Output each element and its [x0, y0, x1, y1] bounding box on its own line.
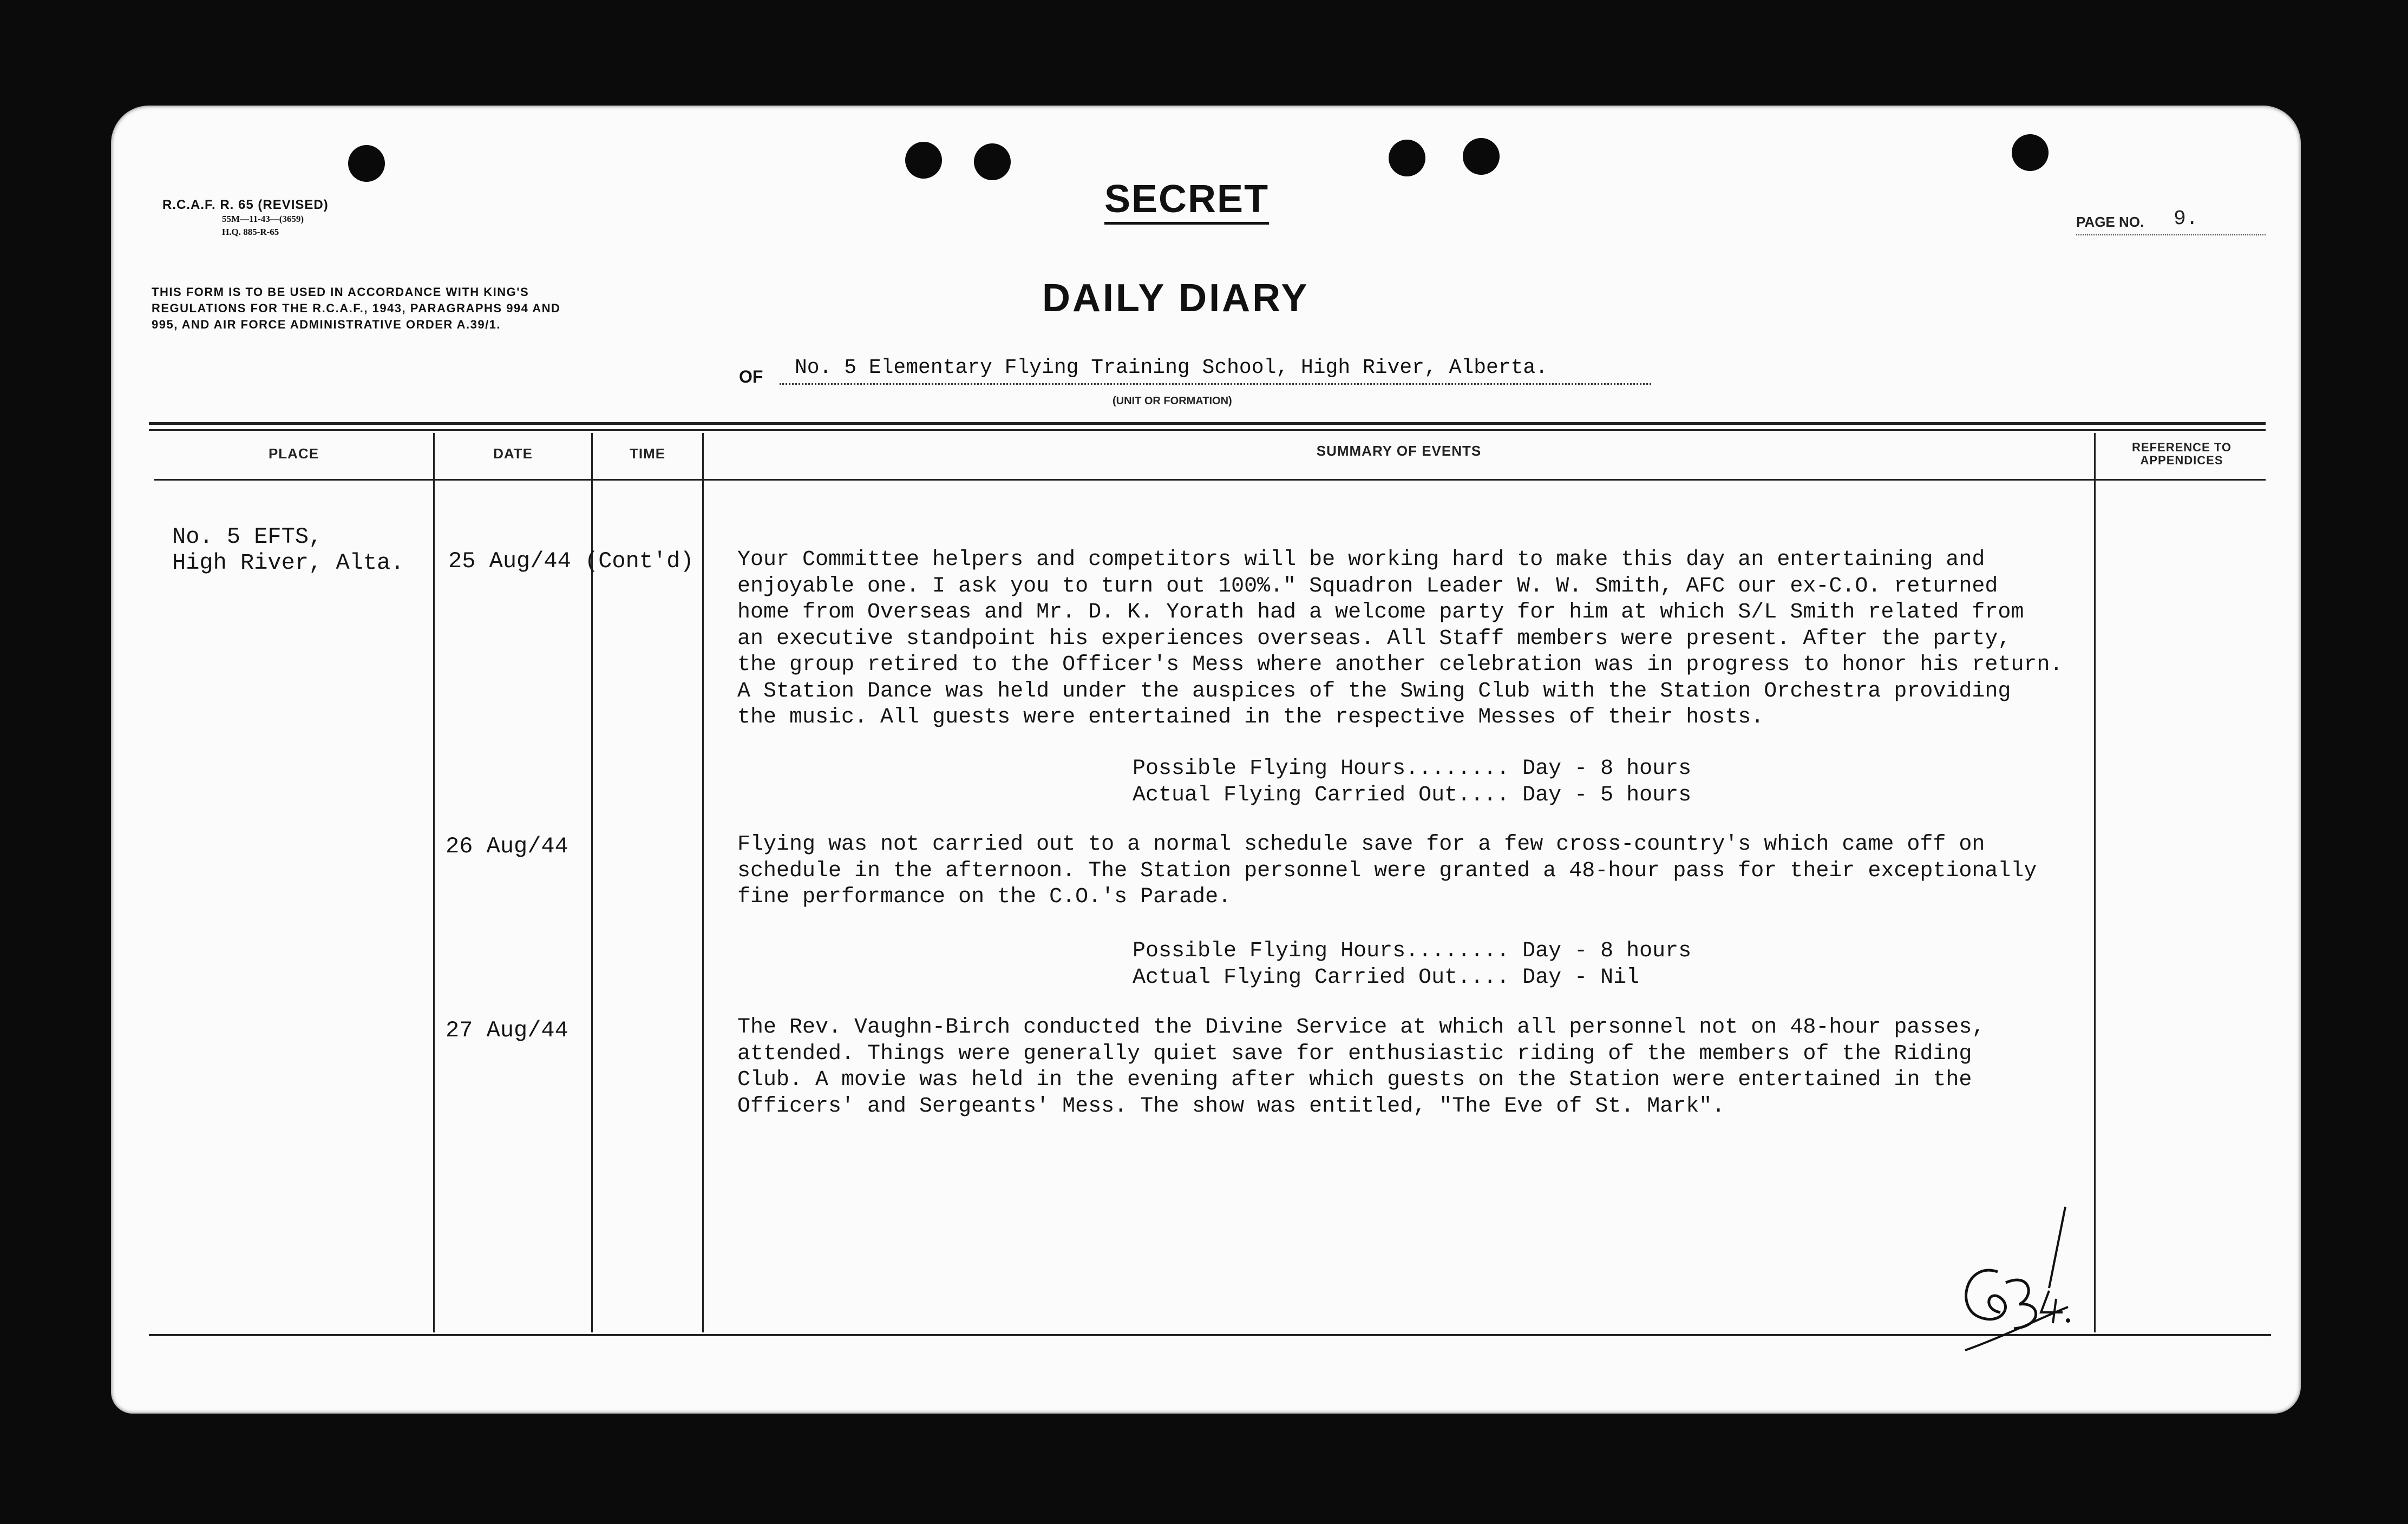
summary-line: schedule in the afternoon. The Station personnel were granted a 48-hour pass for their exceptionally — [737, 858, 2037, 883]
unit-value: No. 5 Elementary Flying Training School, High River, Alberta. — [795, 356, 1548, 379]
punch-hole — [905, 142, 942, 179]
summary-line: enjoyable one. I ask you to turn out 100%." Squadron Leader W. W. Smith, AFC our ex-C.O. returned — [737, 574, 1998, 599]
unit-caption: (UNIT OR FORMATION) — [1113, 395, 1232, 407]
table-top-rule — [149, 429, 2266, 431]
signature-initials — [1933, 1201, 2073, 1364]
page-title: DAILY DIARY — [1042, 277, 1310, 320]
summary-line: Flying was not carried out to a normal schedule save for a few cross-country's which came off on — [737, 832, 1985, 857]
entry-date: 27 Aug/44 — [446, 1017, 568, 1043]
entry-summary — [737, 547, 2091, 731]
column-divider — [433, 433, 435, 1332]
punch-hole — [1463, 138, 1500, 175]
flying-hours — [1133, 756, 1691, 809]
unit-field — [780, 356, 1651, 385]
entry-date: 25 Aug/44 — [448, 548, 571, 574]
summary-line: the music. All guests were entertained in the respective Messes of their hosts. — [737, 705, 1764, 730]
punch-hole — [1389, 140, 1425, 176]
entry-time: (Cont'd) — [585, 548, 694, 574]
punch-hole — [348, 145, 385, 182]
summary-line: The Rev. Vaughn-Birch conducted the Divine Service at which all personnel not on 48-hour passes, — [737, 1015, 1985, 1040]
possible-hours: Possible Flying Hours........ Day - 8 hours — [1133, 939, 1692, 963]
column-header-place: PLACE — [268, 445, 319, 462]
page-number-value: 9. — [2174, 207, 2198, 231]
classification-stamp: SECRET — [1104, 178, 1269, 225]
column-divider — [2094, 433, 2096, 1332]
summary-line: A Station Dance was held under the auspices of the Swing Club with the Station Orchestra providing — [737, 679, 2011, 704]
of-label: OF — [739, 367, 763, 386]
punch-hole — [974, 143, 1011, 180]
flying-hours — [1133, 938, 1691, 991]
header-bottom-rule — [154, 479, 2266, 481]
entry-summary — [737, 1015, 2091, 1120]
column-header-reference: REFERENCE TO APPENDICES — [2132, 441, 2232, 467]
actual-hours: Actual Flying Carried Out.... Day - 5 hours — [1133, 783, 1692, 807]
page-number-label: PAGE NO. — [2076, 214, 2144, 230]
form-id-line: R.C.A.F. R. 65 (REVISED) — [162, 198, 329, 212]
entry-summary — [737, 832, 2091, 911]
column-header-date: DATE — [493, 445, 533, 462]
column-divider — [702, 433, 704, 1332]
punch-hole — [2012, 134, 2049, 171]
table-top-rule — [149, 422, 2266, 425]
summary-line: fine performance on the C.O.'s Parade. — [737, 885, 1232, 909]
page-number-field — [2076, 207, 2266, 235]
entry-date: 26 Aug/44 — [446, 833, 568, 859]
summary-line: Officers' and Sergeants' Mess. The show was entitled, "The Eve of St. Mark". — [737, 1094, 1725, 1119]
form-hq-line: H.Q. 885-R-65 — [222, 227, 279, 237]
possible-hours: Possible Flying Hours........ Day - 8 hours — [1133, 757, 1692, 781]
form-identifier — [162, 198, 329, 239]
place-cell: No. 5 EFTS, High River, Alta. — [172, 524, 404, 576]
form-print-line: 55M—11-43—(3659) — [222, 214, 304, 224]
column-header-time: TIME — [629, 445, 666, 462]
summary-line: Your Committee helpers and competitors will be working hard to make this day an entertaining and — [737, 548, 1985, 572]
summary-line: home from Overseas and Mr. D. K. Yorath had a welcome party for him at which S/L Smith related from — [737, 600, 2024, 625]
actual-hours: Actual Flying Carried Out.... Day - Nil — [1133, 965, 1640, 990]
regulation-note: THIS FORM IS TO BE USED IN ACCORDANCE WITH KING'S REGULATIONS FOR THE R.C.A.F., 1943, PARAGRAPHS 994 AND 995, AND AIR FORCE ADMINISTRATIVE ORDER A.39/1. — [152, 285, 561, 331]
summary-line: Club. A movie was held in the evening after which guests on the Station were entertained in the — [737, 1068, 1972, 1092]
summary-line: an executive standpoint his experiences overseas. All Staff members were present. After the party, — [737, 626, 2011, 651]
summary-line: attended. Things were generally quiet save for enthusiastic riding of the members of the Riding — [737, 1041, 1972, 1066]
column-header-summary: SUMMARY OF EVENTS — [1316, 443, 1482, 459]
summary-line: the group retired to the Officer's Mess where another celebration was in progress to honor his return. — [737, 653, 2063, 677]
